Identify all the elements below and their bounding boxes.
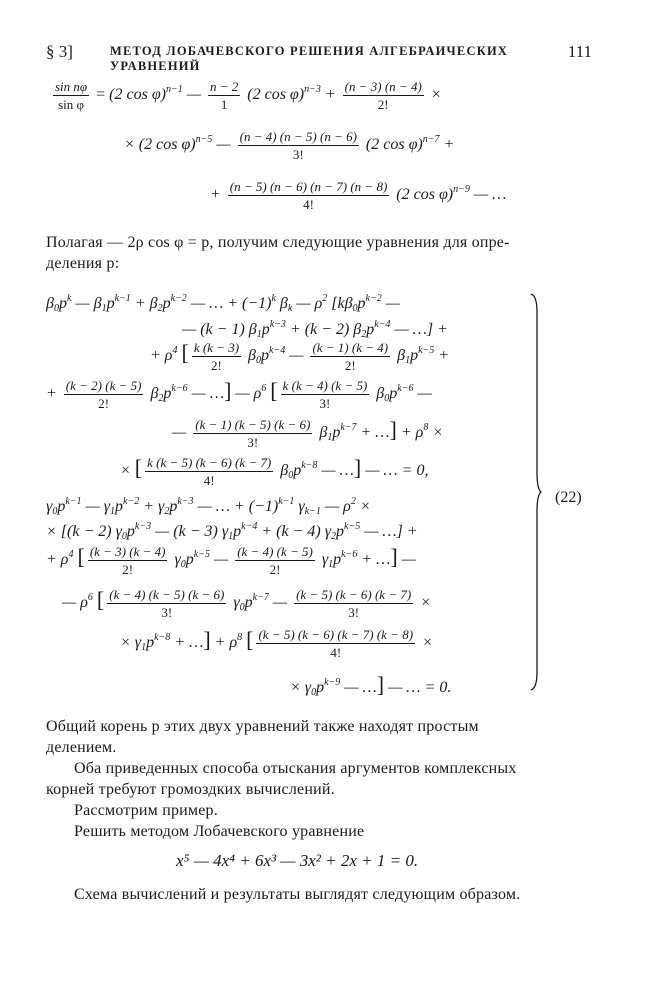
system-line-11: × $\gamma_1p^{k-8}$ + …] + $\rho^8$ [ $\frac{(k - 5) (k - 6) (k - 7) (k - 8)}{4!}$ × — [120, 627, 433, 660]
section-marker: § 3] — [46, 42, 73, 61]
lhs-denominator: sin φ — [58, 97, 85, 112]
system-line-12: × $\gamma_0p^{k-9}$ — …] — … = 0. — [290, 672, 452, 698]
formula-sin-ratio-line3: + $\frac{(n - 5) (n - 6) (n - 7) (n - 8)}{4!}$ (2 cos φ)$^{n-9}$ — … — [210, 179, 507, 212]
formula-sin-ratio-line1: $\frac{\text{sin nφ}}{\text{sin φ}}$ = (2 cos φ)$^{n-1}$ — $\frac{n - 2}{1}$ (2 cos φ)$^{n-3}$ + $\frac{(n - 3) (n - 4)}{2!}$ × — [55, 79, 442, 112]
lhs-numerator: sin nφ — [55, 79, 88, 94]
paragraph-common-root-line2: делением. — [46, 739, 117, 756]
paragraph-substitution-line1: Полагая — 2ρ cos φ = p, получим следующие уравнения для опре- — [46, 234, 510, 251]
system-line-2: — (k − 1) $\beta_1p^{k-3} + (k - 2)$ $\beta_2p^{k-4}$ — …] + — [182, 319, 448, 340]
equation-number: (22) — [555, 489, 582, 506]
paragraph-methods-line1: Оба приведенных способа отыскания аргументов комплексных — [74, 760, 517, 777]
system-line-1: $\beta_0p^k$ — $\beta_1p^{k-1} + \beta_2p^{k-2}$ — … + $(-1)^k$ $\beta_k$ — $\rho^2$ [$k\beta_0p^{k-2}$ — — [46, 293, 400, 314]
right-curly-brace — [530, 292, 542, 692]
running-header — [46, 40, 592, 73]
paragraph-common-root-line1: Общий корень p этих двух уравнений также находят простым — [46, 718, 479, 735]
formula-sin-ratio-line2: × (2 cos φ)$^{n-5}$ — $\frac{(n - 4) (n - 5) (n - 6)}{3!}$ (2 cos φ)$^{n-7}$ + — [124, 129, 455, 162]
page-number: 111 — [567, 42, 592, 61]
lhs-fraction — [53, 80, 89, 111]
header-title: МЕТОД ЛОБАЧЕВСКОГО РЕШЕНИЯ АЛГЕБРАИЧЕСКИХ УРАВНЕНИЙ — [110, 44, 509, 73]
system-line-7: $\gamma_0p^{k-1}$ — $\gamma_1p^{k-2} + \gamma_2p^{k-3}$ — … + $(-1)^{k-1}$ $\gamma_{k-1}$ — $\rho^2$ × — [46, 496, 371, 517]
paragraph-scheme: Схема вычислений и результаты выглядят следующим образом. — [74, 886, 521, 903]
paragraph-solve: Решить методом Лобачевского уравнение — [74, 823, 365, 840]
system-line-8: × [(k − 2) $\gamma_0p^{k-3}$ — (k − 3) $\gamma_1p^{k-4} + (k - 4)$ $\gamma_2p^{k-5}$ — …] + — [46, 521, 418, 542]
example-equation: x⁵ — 4x⁴ + 6x³ — 3x² + 2x + 1 = 0. — [176, 851, 419, 870]
paragraph-methods-line2: корней требуют громоздких вычислений. — [46, 781, 335, 798]
system-line-6: × [ $\frac{k (k - 5) (k - 6) (k - 7)}{4!}$ $\beta_0p^{k-8}$ — …] — … = 0, — [120, 455, 429, 488]
system-line-4: + $\frac{(k - 2) (k - 5)}{2!}$ $\beta_2p^{k-6}$ — …] — $\rho^6$ [ $\frac{k (k - 4) (k - 5)}{3!}$ $\beta_0p^{k-6}$ — — [46, 378, 432, 411]
system-line-10: — $\rho^6$ [ $\frac{(k - 4) (k - 5) (k - 6)}{3!}$ $\gamma_0p^{k-7}$ — $\frac{(k - 5) (k - 6) (k - 7)}{3!}$ × — [62, 587, 431, 620]
paragraph-example: Рассмотрим пример. — [74, 802, 218, 819]
paragraph-substitution-line2: деления p: — [46, 255, 120, 272]
system-line-3: + $\rho^4$ [ $\frac{k (k - 3)}{2!}$ $\beta_0p^{k-4}$ — $\frac{(k - 1) (k - 4)}{2!}$ $\beta_1p^{k-5}$ + — [150, 340, 450, 373]
system-line-9: + $\rho^4$ [ $\frac{(k - 3) (k - 4)}{2!}$ $\gamma_0p^{k-5}$ — $\frac{(k - 4) (k - 5)}{2!}$ $\gamma_1p^{k-6}$ + …] — — [46, 544, 416, 577]
system-line-5: — $\frac{(k - 1) (k - 5) (k - 6)}{3!}$ $\beta_1p^{k-7}$ + …] + $\rho^8$ × — [172, 417, 444, 450]
